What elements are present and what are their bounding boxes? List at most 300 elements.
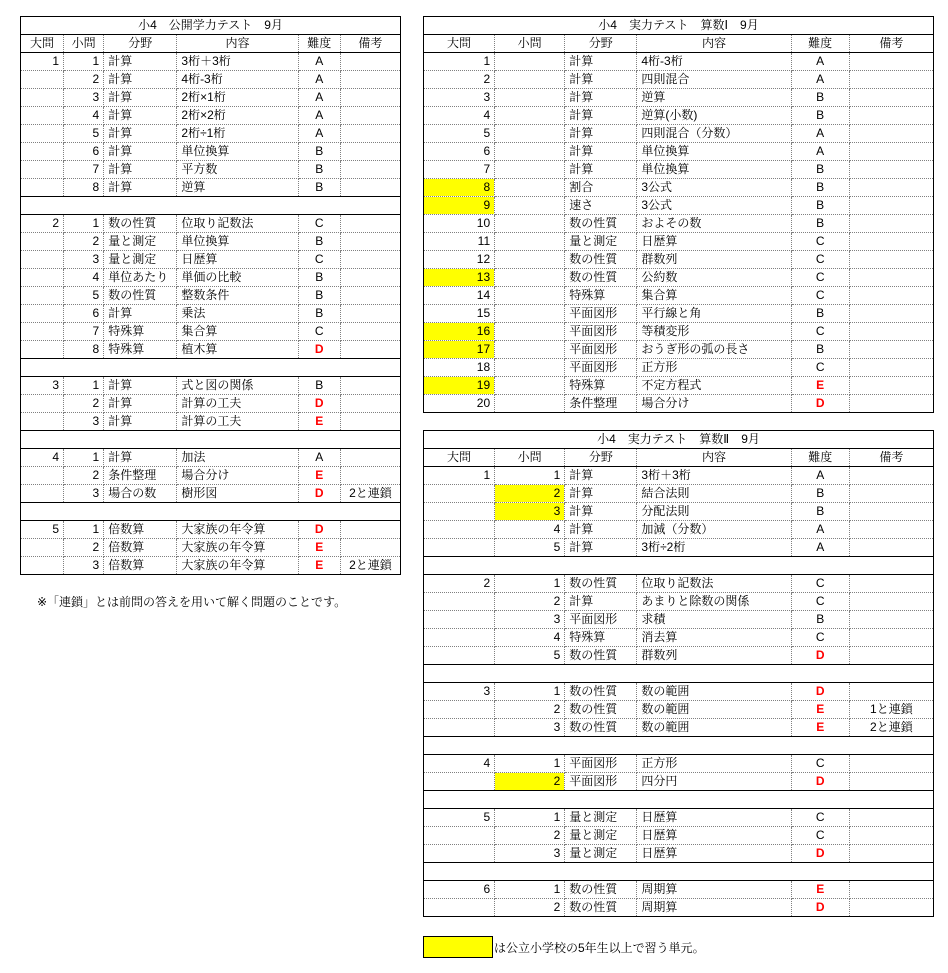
cell-remark [340, 413, 400, 431]
column-header: 大問 [424, 449, 495, 467]
separator-row [424, 791, 934, 809]
test-table-1 [423, 16, 934, 413]
cell-content: 加減（分数） [637, 521, 791, 539]
question-row [424, 305, 934, 323]
cell-content: 大家族の年令算 [177, 557, 298, 575]
cell-content: 正方形 [637, 359, 791, 377]
cell-difficulty: D [298, 341, 340, 359]
cell-field: 特殊算 [104, 341, 177, 359]
question-row [21, 467, 401, 485]
cell-field: 数の性質 [565, 899, 637, 917]
cell-shomon [495, 377, 565, 395]
separator-cell [21, 503, 401, 521]
cell-difficulty: C [791, 809, 849, 827]
cell-difficulty: B [791, 161, 849, 179]
test-table-0 [20, 16, 401, 575]
column-header: 小問 [495, 35, 565, 53]
cell-field: 単位あたり [104, 269, 177, 287]
cell-content: 四則混合（分数） [637, 125, 791, 143]
cell-content: 整数条件 [177, 287, 298, 305]
cell-difficulty: C [791, 287, 849, 305]
cell-field: 計算 [565, 53, 637, 71]
cell-shomon: 2 [495, 773, 565, 791]
cell-field: 計算 [565, 107, 637, 125]
column-header: 分野 [565, 35, 637, 53]
cell-content: 4桁-3桁 [177, 71, 298, 89]
question-row [21, 179, 401, 197]
column-header: 備考 [849, 449, 933, 467]
cell-daimon: 19 [424, 377, 495, 395]
cell-content: 群数列 [637, 647, 791, 665]
question-row [21, 233, 401, 251]
cell-field: 倍数算 [104, 557, 177, 575]
cell-content: 2桁×2桁 [177, 107, 298, 125]
separator-row [21, 503, 401, 521]
cell-shomon [495, 107, 565, 125]
cell-shomon: 2 [64, 233, 104, 251]
question-row [424, 899, 934, 917]
cell-field: 倍数算 [104, 521, 177, 539]
question-row [21, 449, 401, 467]
cell-difficulty: D [791, 395, 849, 413]
cell-shomon: 4 [495, 629, 565, 647]
cell-content: 日歴算 [637, 809, 791, 827]
cell-daimon [424, 593, 495, 611]
cell-daimon: 7 [424, 161, 495, 179]
cell-daimon: 4 [424, 755, 495, 773]
question-row [424, 521, 934, 539]
cell-content: 群数列 [637, 251, 791, 269]
question-row [424, 71, 934, 89]
cell-field: 量と測定 [104, 251, 177, 269]
question-row [424, 539, 934, 557]
cell-field: 計算 [104, 413, 177, 431]
cell-shomon [495, 341, 565, 359]
cell-daimon [21, 143, 64, 161]
column-header: 難度 [791, 35, 849, 53]
cell-shomon: 1 [64, 53, 104, 71]
question-row [21, 413, 401, 431]
question-row [424, 773, 934, 791]
cell-daimon: 18 [424, 359, 495, 377]
cell-difficulty: B [791, 107, 849, 125]
separator-cell [424, 863, 934, 881]
cell-remark [849, 323, 933, 341]
separator-row [424, 557, 934, 575]
cell-daimon: 15 [424, 305, 495, 323]
cell-daimon [21, 395, 64, 413]
cell-shomon: 1 [64, 215, 104, 233]
question-row [424, 233, 934, 251]
cell-difficulty: D [791, 683, 849, 701]
cell-difficulty: E [791, 881, 849, 899]
cell-content: 平行線と角 [637, 305, 791, 323]
cell-content: 逆算 [177, 179, 298, 197]
title-row [424, 17, 934, 35]
question-row [424, 647, 934, 665]
question-row [424, 845, 934, 863]
cell-remark [849, 305, 933, 323]
cell-remark [849, 197, 933, 215]
jitsuryoku-math2-table-container [423, 430, 933, 917]
cell-shomon: 2 [64, 467, 104, 485]
cell-content: 日歴算 [177, 251, 298, 269]
cell-difficulty: A [298, 107, 340, 125]
cell-difficulty: E [298, 557, 340, 575]
question-row [21, 107, 401, 125]
cell-field: 計算 [104, 89, 177, 107]
cell-remark [849, 629, 933, 647]
test-table-2 [423, 430, 934, 917]
cell-content: 求積 [637, 611, 791, 629]
cell-remark [849, 539, 933, 557]
cell-field: 特殊算 [565, 287, 637, 305]
cell-shomon: 2 [495, 701, 565, 719]
cell-remark [849, 179, 933, 197]
public-test-table-container [20, 16, 400, 575]
cell-difficulty: D [791, 899, 849, 917]
cell-content: 平方数 [177, 161, 298, 179]
cell-field: 計算 [104, 143, 177, 161]
cell-remark [340, 287, 400, 305]
header-row [21, 35, 401, 53]
cell-shomon [495, 143, 565, 161]
cell-remark [849, 161, 933, 179]
cell-daimon [424, 719, 495, 737]
cell-remark [340, 467, 400, 485]
header-row [424, 35, 934, 53]
question-row [424, 179, 934, 197]
cell-shomon: 1 [64, 521, 104, 539]
cell-difficulty: E [791, 701, 849, 719]
cell-remark [340, 215, 400, 233]
cell-content: 日歴算 [637, 233, 791, 251]
cell-difficulty: B [298, 377, 340, 395]
cell-daimon: 3 [21, 377, 64, 395]
cell-daimon: 1 [424, 467, 495, 485]
question-row [21, 557, 401, 575]
cell-remark [849, 521, 933, 539]
cell-daimon [21, 125, 64, 143]
cell-daimon: 3 [424, 89, 495, 107]
cell-remark [849, 611, 933, 629]
cell-daimon: 4 [21, 449, 64, 467]
cell-difficulty: C [791, 359, 849, 377]
cell-content: 計算の工夫 [177, 413, 298, 431]
cell-shomon [495, 197, 565, 215]
separator-cell [21, 197, 401, 215]
cell-difficulty: A [298, 125, 340, 143]
question-row [21, 395, 401, 413]
cell-remark [340, 395, 400, 413]
cell-difficulty: B [298, 305, 340, 323]
question-row [424, 575, 934, 593]
cell-remark [849, 647, 933, 665]
cell-difficulty: D [298, 485, 340, 503]
cell-difficulty: A [791, 521, 849, 539]
cell-content: 逆算 [637, 89, 791, 107]
cell-remark [849, 377, 933, 395]
cell-remark: 1と連鎖 [849, 701, 933, 719]
cell-shomon [495, 125, 565, 143]
cell-daimon: 5 [424, 809, 495, 827]
cell-remark [849, 683, 933, 701]
cell-difficulty: C [791, 323, 849, 341]
cell-field: 数の性質 [565, 701, 637, 719]
separator-cell [424, 665, 934, 683]
cell-difficulty: B [791, 197, 849, 215]
cell-field: 計算 [104, 395, 177, 413]
cell-remark [849, 575, 933, 593]
cell-content: 正方形 [637, 755, 791, 773]
cell-daimon [21, 251, 64, 269]
question-row [424, 53, 934, 71]
cell-field: 計算 [104, 107, 177, 125]
question-row [424, 611, 934, 629]
cell-field: 計算 [104, 125, 177, 143]
cell-field: 量と測定 [565, 845, 637, 863]
cell-difficulty: E [298, 539, 340, 557]
cell-daimon: 12 [424, 251, 495, 269]
cell-difficulty: B [791, 89, 849, 107]
cell-field: 平面図形 [565, 341, 637, 359]
column-header: 難度 [791, 449, 849, 467]
question-row [424, 161, 934, 179]
cell-difficulty: B [298, 179, 340, 197]
cell-content: 位取り記数法 [177, 215, 298, 233]
cell-shomon [495, 89, 565, 107]
cell-daimon: 4 [424, 107, 495, 125]
cell-remark [849, 215, 933, 233]
cell-content: 不定方程式 [637, 377, 791, 395]
cell-remark [340, 251, 400, 269]
cell-shomon: 2 [64, 395, 104, 413]
cell-shomon: 5 [495, 647, 565, 665]
cell-difficulty: B [791, 341, 849, 359]
cell-daimon: 5 [424, 125, 495, 143]
cell-shomon [495, 161, 565, 179]
cell-daimon [21, 161, 64, 179]
cell-shomon [495, 395, 565, 413]
cell-difficulty: A [298, 53, 340, 71]
question-row [424, 683, 934, 701]
cell-daimon [21, 269, 64, 287]
cell-remark [340, 521, 400, 539]
cell-field: 計算 [565, 71, 637, 89]
cell-shomon: 2 [495, 593, 565, 611]
cell-field: 割合 [565, 179, 637, 197]
cell-content: 単位換算 [637, 143, 791, 161]
cell-difficulty: A [298, 449, 340, 467]
cell-shomon: 2 [495, 485, 565, 503]
cell-daimon [424, 827, 495, 845]
cell-shomon [495, 53, 565, 71]
chain-footnote: ※「連鎖」とは前問の答えを用いて解く問題のことです。 [37, 595, 347, 609]
cell-content: 3桁＋3桁 [637, 467, 791, 485]
cell-difficulty: B [298, 233, 340, 251]
cell-daimon: 1 [424, 53, 495, 71]
cell-remark [849, 53, 933, 71]
cell-daimon [21, 287, 64, 305]
cell-content: 公約数 [637, 269, 791, 287]
column-header: 難度 [298, 35, 340, 53]
cell-daimon: 2 [424, 71, 495, 89]
cell-content: 周期算 [637, 881, 791, 899]
column-header: 分野 [104, 35, 177, 53]
cell-field: 計算 [104, 449, 177, 467]
cell-shomon: 8 [64, 341, 104, 359]
question-row [21, 521, 401, 539]
question-row [424, 215, 934, 233]
cell-daimon [424, 701, 495, 719]
cell-content: 数の範囲 [637, 719, 791, 737]
cell-remark [849, 755, 933, 773]
cell-daimon [424, 539, 495, 557]
cell-content: 等積変形 [637, 323, 791, 341]
cell-shomon: 3 [64, 485, 104, 503]
cell-remark [340, 53, 400, 71]
cell-daimon [21, 557, 64, 575]
cell-remark [340, 125, 400, 143]
cell-daimon [21, 341, 64, 359]
separator-cell [424, 791, 934, 809]
separator-row [21, 359, 401, 377]
cell-field: 数の性質 [565, 719, 637, 737]
cell-shomon: 3 [64, 413, 104, 431]
cell-difficulty: B [791, 215, 849, 233]
cell-daimon [21, 71, 64, 89]
cell-difficulty: A [791, 143, 849, 161]
cell-field: 計算 [565, 503, 637, 521]
cell-field: 計算 [104, 377, 177, 395]
cell-field: 数の性質 [565, 881, 637, 899]
cell-field: 量と測定 [565, 827, 637, 845]
cell-shomon: 5 [64, 287, 104, 305]
cell-content: 単位換算 [177, 143, 298, 161]
cell-field: 量と測定 [565, 233, 637, 251]
cell-daimon [21, 485, 64, 503]
cell-remark [849, 233, 933, 251]
cell-difficulty: D [791, 773, 849, 791]
cell-daimon [21, 323, 64, 341]
cell-remark [849, 899, 933, 917]
question-row [21, 251, 401, 269]
question-row [424, 809, 934, 827]
cell-daimon: 6 [424, 881, 495, 899]
cell-daimon [21, 305, 64, 323]
question-row [21, 71, 401, 89]
cell-content: 場合分け [637, 395, 791, 413]
cell-content: 加法 [177, 449, 298, 467]
cell-field: 量と測定 [565, 809, 637, 827]
cell-difficulty: A [791, 539, 849, 557]
cell-daimon: 6 [424, 143, 495, 161]
cell-difficulty: A [791, 53, 849, 71]
cell-field: 数の性質 [565, 647, 637, 665]
question-row [21, 323, 401, 341]
cell-field: 特殊算 [104, 323, 177, 341]
cell-content: 3公式 [637, 179, 791, 197]
question-row [424, 593, 934, 611]
cell-daimon [21, 233, 64, 251]
table-title: 小4 公開学力テスト 9月 [21, 17, 401, 35]
cell-remark [340, 341, 400, 359]
cell-shomon: 1 [495, 809, 565, 827]
question-row [424, 755, 934, 773]
cell-shomon: 1 [64, 449, 104, 467]
cell-content: 2桁×1桁 [177, 89, 298, 107]
question-row [21, 269, 401, 287]
cell-daimon [424, 521, 495, 539]
cell-difficulty: B [298, 161, 340, 179]
cell-content: 3公式 [637, 197, 791, 215]
cell-remark [849, 593, 933, 611]
cell-daimon [424, 611, 495, 629]
cell-difficulty: A [791, 71, 849, 89]
cell-daimon: 9 [424, 197, 495, 215]
question-row [21, 161, 401, 179]
cell-field: 数の性質 [104, 287, 177, 305]
cell-content: 樹形図 [177, 485, 298, 503]
cell-shomon: 4 [64, 107, 104, 125]
cell-shomon: 2 [64, 539, 104, 557]
cell-difficulty: D [791, 845, 849, 863]
cell-content: 植木算 [177, 341, 298, 359]
separator-row [424, 737, 934, 755]
cell-daimon [21, 539, 64, 557]
cell-difficulty: E [298, 467, 340, 485]
separator-row [21, 431, 401, 449]
cell-remark [340, 323, 400, 341]
cell-remark [849, 881, 933, 899]
cell-content: 位取り記数法 [637, 575, 791, 593]
cell-remark [849, 89, 933, 107]
cell-remark [849, 341, 933, 359]
separator-cell [424, 557, 934, 575]
cell-daimon: 17 [424, 341, 495, 359]
table-title: 小4 実力テスト 算数Ⅰ 9月 [424, 17, 934, 35]
cell-remark [849, 251, 933, 269]
cell-daimon: 2 [21, 215, 64, 233]
column-header: 内容 [637, 449, 791, 467]
question-row [424, 341, 934, 359]
cell-difficulty: D [791, 647, 849, 665]
cell-daimon: 8 [424, 179, 495, 197]
question-row [21, 125, 401, 143]
cell-difficulty: C [791, 593, 849, 611]
cell-daimon [424, 845, 495, 863]
cell-difficulty: B [298, 269, 340, 287]
cell-remark [849, 287, 933, 305]
cell-shomon: 1 [495, 683, 565, 701]
cell-difficulty: A [298, 89, 340, 107]
cell-remark [849, 143, 933, 161]
cell-daimon [21, 413, 64, 431]
cell-content: 数の範囲 [637, 683, 791, 701]
question-row [424, 395, 934, 413]
cell-content: 四則混合 [637, 71, 791, 89]
cell-content: 日歴算 [637, 845, 791, 863]
cell-daimon [21, 467, 64, 485]
cell-shomon: 3 [495, 611, 565, 629]
cell-shomon: 7 [64, 323, 104, 341]
cell-daimon [424, 773, 495, 791]
cell-field: 平面図形 [565, 755, 637, 773]
cell-remark [849, 359, 933, 377]
cell-field: 平面図形 [565, 773, 637, 791]
cell-difficulty: A [791, 125, 849, 143]
question-row [424, 143, 934, 161]
